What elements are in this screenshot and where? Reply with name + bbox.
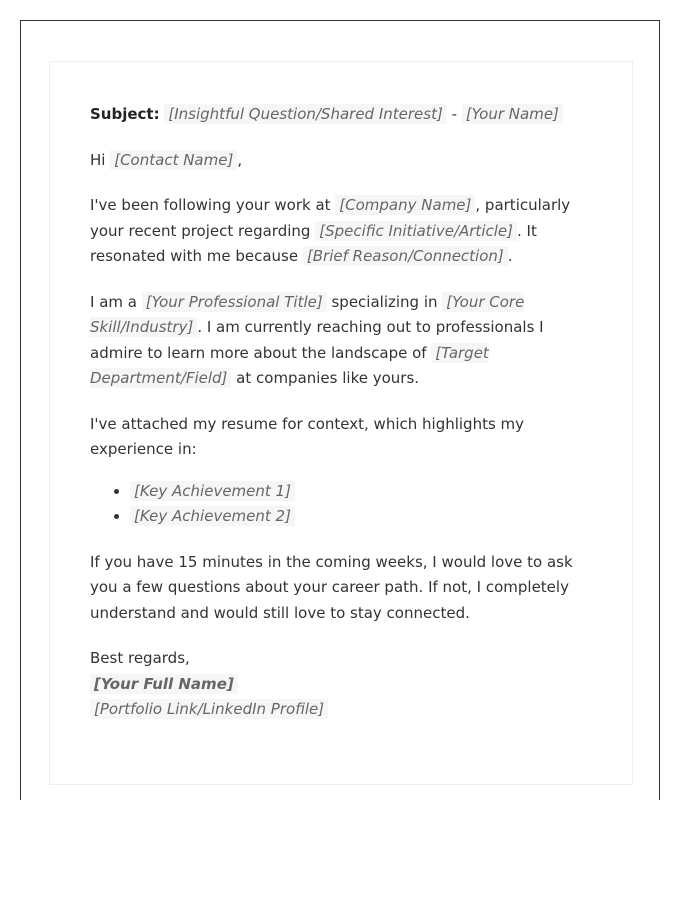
paragraph-2-text-1: I am a <box>90 292 137 311</box>
paragraph-2-text-3: . I am currently reaching out to professionals I admire to learn more about the landscape of <box>90 318 544 362</box>
key-achievement-2-placeholder: [Key Achievement 2] <box>130 506 295 526</box>
paragraph-1-text-3: . It resonated with me because <box>90 221 537 265</box>
greeting-word: Hi <box>90 150 106 169</box>
contact-name-placeholder: [Contact Name] <box>110 150 237 170</box>
list-item <box>130 504 600 530</box>
greeting <box>90 148 600 174</box>
key-achievement-1-placeholder: [Key Achievement 1] <box>130 481 295 501</box>
subject-name-placeholder: [Your Name] <box>462 104 563 124</box>
email-body <box>90 102 600 743</box>
paragraph-4: If you have 15 minutes in the coming weeks, I would love to ask you a few questions about your career path. If not, I completely understand and would still love to stay connected. <box>90 552 573 622</box>
full-name-placeholder: [Your Full Name] <box>90 674 238 694</box>
subject-line <box>90 102 600 128</box>
paragraph-2-text-2: specializing in <box>331 292 438 311</box>
core-skill-placeholder: [Your Core Skill/Industry] <box>90 292 525 336</box>
specific-initiative-placeholder: [Specific Initiative/Article] <box>315 221 517 241</box>
subject-label: Subject: <box>90 105 160 123</box>
list-item <box>130 479 600 505</box>
target-department-placeholder: [Target Department/Field] <box>90 343 489 387</box>
paragraph-3: I've attached my resume for context, which highlights my experience in: <box>90 414 525 458</box>
company-name-placeholder: [Company Name] <box>335 195 475 215</box>
paragraph-1 <box>90 193 600 270</box>
full-name-line <box>90 672 600 698</box>
subject-topic-placeholder: [Insightful Question/Shared Interest] <box>164 104 446 124</box>
subject-separator: - <box>451 105 458 123</box>
paragraph-1-text-2: , particularly your recent project regarding <box>90 196 571 240</box>
brief-reason-placeholder: [Brief Reason/Connection] <box>303 246 508 266</box>
paragraph-1-text-1: I've been following your work at <box>90 196 331 214</box>
paragraph-1-text-4: . <box>507 247 513 265</box>
achievement-list <box>90 479 600 530</box>
professional-title-placeholder: [Your Professional Title] <box>142 292 327 312</box>
closing <box>90 646 600 672</box>
closing-text: Best regards, <box>90 649 190 667</box>
greeting-suffix: , <box>237 150 243 169</box>
paragraph-2-text-4: at companies like yours. <box>236 369 420 387</box>
paragraph-2 <box>90 290 600 392</box>
link-line <box>90 697 600 723</box>
portfolio-link-placeholder: [Portfolio Link/LinkedIn Profile] <box>90 699 328 719</box>
signature-block <box>90 646 600 723</box>
